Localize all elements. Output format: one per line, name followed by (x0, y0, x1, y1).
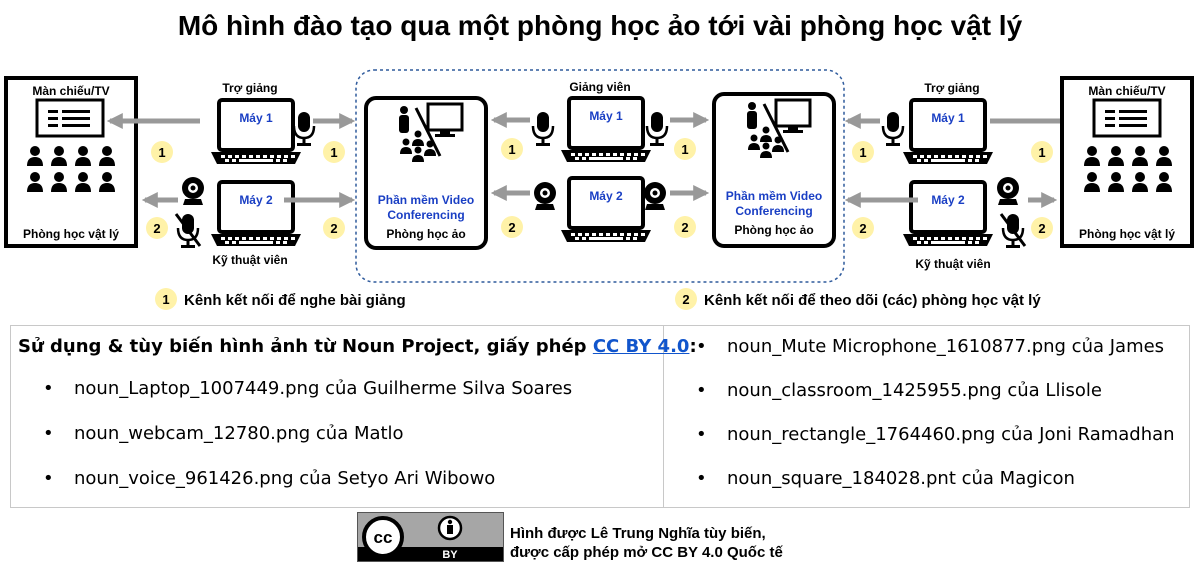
svg-text:Conferencing: Conferencing (387, 208, 465, 222)
svg-text:Máy 1: Máy 1 (931, 111, 965, 125)
svg-text:Máy 2: Máy 2 (931, 193, 965, 207)
credits-table (10, 325, 1190, 508)
microphone-icon (533, 112, 553, 146)
credits-left-column: Sử dụng & tùy biến hình ảnh từ Noun Project, giấy phép CC BY 4.0: • noun_Laptop_1007449.png của Guilherme Silva Soares • noun_webcam_12780.png của Matlo • noun_voice_961426.png của Setyo Ari Wibowo (11, 326, 664, 507)
svg-text:Phòng học ảo: Phòng học ảo (734, 223, 814, 237)
svg-text:Máy 1: Máy 1 (239, 111, 273, 125)
channel-badge-1 (501, 138, 523, 160)
channel-badge-1 (151, 141, 173, 163)
cc-icon: cc (373, 528, 393, 547)
right-laptop-2 (903, 182, 993, 246)
right-physical-room (1062, 78, 1192, 246)
channel-badge-2 (323, 217, 345, 239)
cc-by-license-badge (357, 512, 504, 562)
channel-badge-1 (852, 141, 874, 163)
center-laptop-2 (561, 178, 651, 242)
microphone-icon (883, 112, 903, 146)
channel-badge-2 (1031, 217, 1053, 239)
webcam-icon (182, 177, 204, 205)
virtual-room-left (366, 98, 486, 248)
svg-text:1: 1 (508, 142, 516, 157)
right-top-role: Trợ giảng (924, 81, 980, 95)
center-laptop-1 (561, 98, 651, 162)
legend-channel-1 (155, 288, 406, 310)
attribution-text: Hình được Lê Trung Nghĩa tùy biến, được cấp phép mở CC BY 4.0 Quốc tế (510, 525, 783, 561)
channel-badge-1 (1031, 141, 1053, 163)
left-bottom-role: Kỹ thuật viên (212, 253, 288, 267)
mute-microphone-icon (1001, 214, 1025, 248)
svg-text:Máy 1: Máy 1 (589, 109, 623, 123)
left-laptop-1 (211, 100, 301, 164)
left-physical-room (6, 78, 136, 246)
svg-text:Máy 2: Máy 2 (239, 193, 273, 207)
cc-by-icon (358, 513, 503, 561)
channel-badge-2 (674, 216, 696, 238)
svg-text:1: 1 (162, 292, 170, 307)
svg-text:2: 2 (153, 221, 161, 236)
svg-text:1: 1 (1038, 145, 1046, 160)
svg-text:Conferencing: Conferencing (735, 204, 813, 218)
virtual-room-right (714, 94, 834, 246)
svg-text:1: 1 (681, 142, 689, 157)
legend-channel-2 (675, 288, 1041, 310)
webcam-icon (997, 177, 1019, 205)
svg-text:Phần mềm Video: Phần mềm Video (725, 189, 823, 203)
svg-text:2: 2 (508, 220, 516, 235)
svg-text:Phòng học ảo: Phòng học ảo (386, 227, 466, 241)
svg-text:2: 2 (681, 220, 689, 235)
left-room-label: Phòng học vật lý (22, 227, 120, 241)
svg-text:2: 2 (859, 221, 867, 236)
channel-badge-2 (501, 216, 523, 238)
svg-text:1: 1 (330, 145, 338, 160)
microphone-icon (647, 112, 667, 146)
left-laptop-2 (211, 182, 301, 246)
channel-badge-2 (146, 217, 168, 239)
svg-text:1: 1 (158, 145, 166, 160)
credits-right-column: • noun_Mute Microphone_1610877.png của James • noun_classroom_1425955.png của Llisole • noun_rectangle_1764460.png của Joni Ramadhan • noun_square_184028.pnt của Magicon (696, 336, 1175, 489)
webcam-icon (644, 182, 666, 210)
right-room-label: Phòng học vật lý (1078, 227, 1176, 241)
license-link[interactable]: CC BY 4.0 (592, 336, 690, 357)
svg-text:Phần mềm Video: Phần mềm Video (377, 193, 475, 207)
svg-text:1: 1 (859, 145, 867, 160)
left-top-role: Trợ giảng (222, 81, 278, 95)
channel-badge-1 (323, 141, 345, 163)
right-bottom-role: Kỹ thuật viên (915, 257, 991, 271)
right-laptop-1 (903, 100, 993, 164)
page-title: Mô hình đào tạo qua một phòng học ảo tới vài phòng học vật lý (177, 10, 1023, 41)
svg-text:2: 2 (330, 221, 338, 236)
mute-microphone-icon (176, 214, 200, 248)
svg-text:Kênh kết nối để nghe bài giảng: Kênh kết nối để nghe bài giảng (184, 292, 406, 309)
svg-text:2: 2 (1038, 221, 1046, 236)
projector-screen-icon (37, 100, 103, 136)
svg-text:Kênh kết nối để theo dõi (các): Kênh kết nối để theo dõi (các) phòng học vật lý (704, 292, 1041, 309)
channel-badge-2 (852, 217, 874, 239)
microphone-icon (294, 112, 314, 146)
channel-badge-1 (674, 138, 696, 160)
lecturer-role: Giảng viên (569, 80, 631, 94)
by-label: BY (442, 549, 458, 561)
left-screen-label: Màn chiếu/TV (32, 84, 110, 98)
svg-text:2: 2 (682, 292, 690, 307)
right-screen-label: Màn chiếu/TV (1088, 84, 1166, 98)
svg-text:Máy 2: Máy 2 (589, 189, 623, 203)
credits-heading: Sử dụng & tùy biến hình ảnh từ Noun Project, giấy phép CC BY 4.0: (18, 336, 697, 357)
webcam-icon (534, 182, 556, 210)
projector-screen-icon (1094, 100, 1160, 136)
